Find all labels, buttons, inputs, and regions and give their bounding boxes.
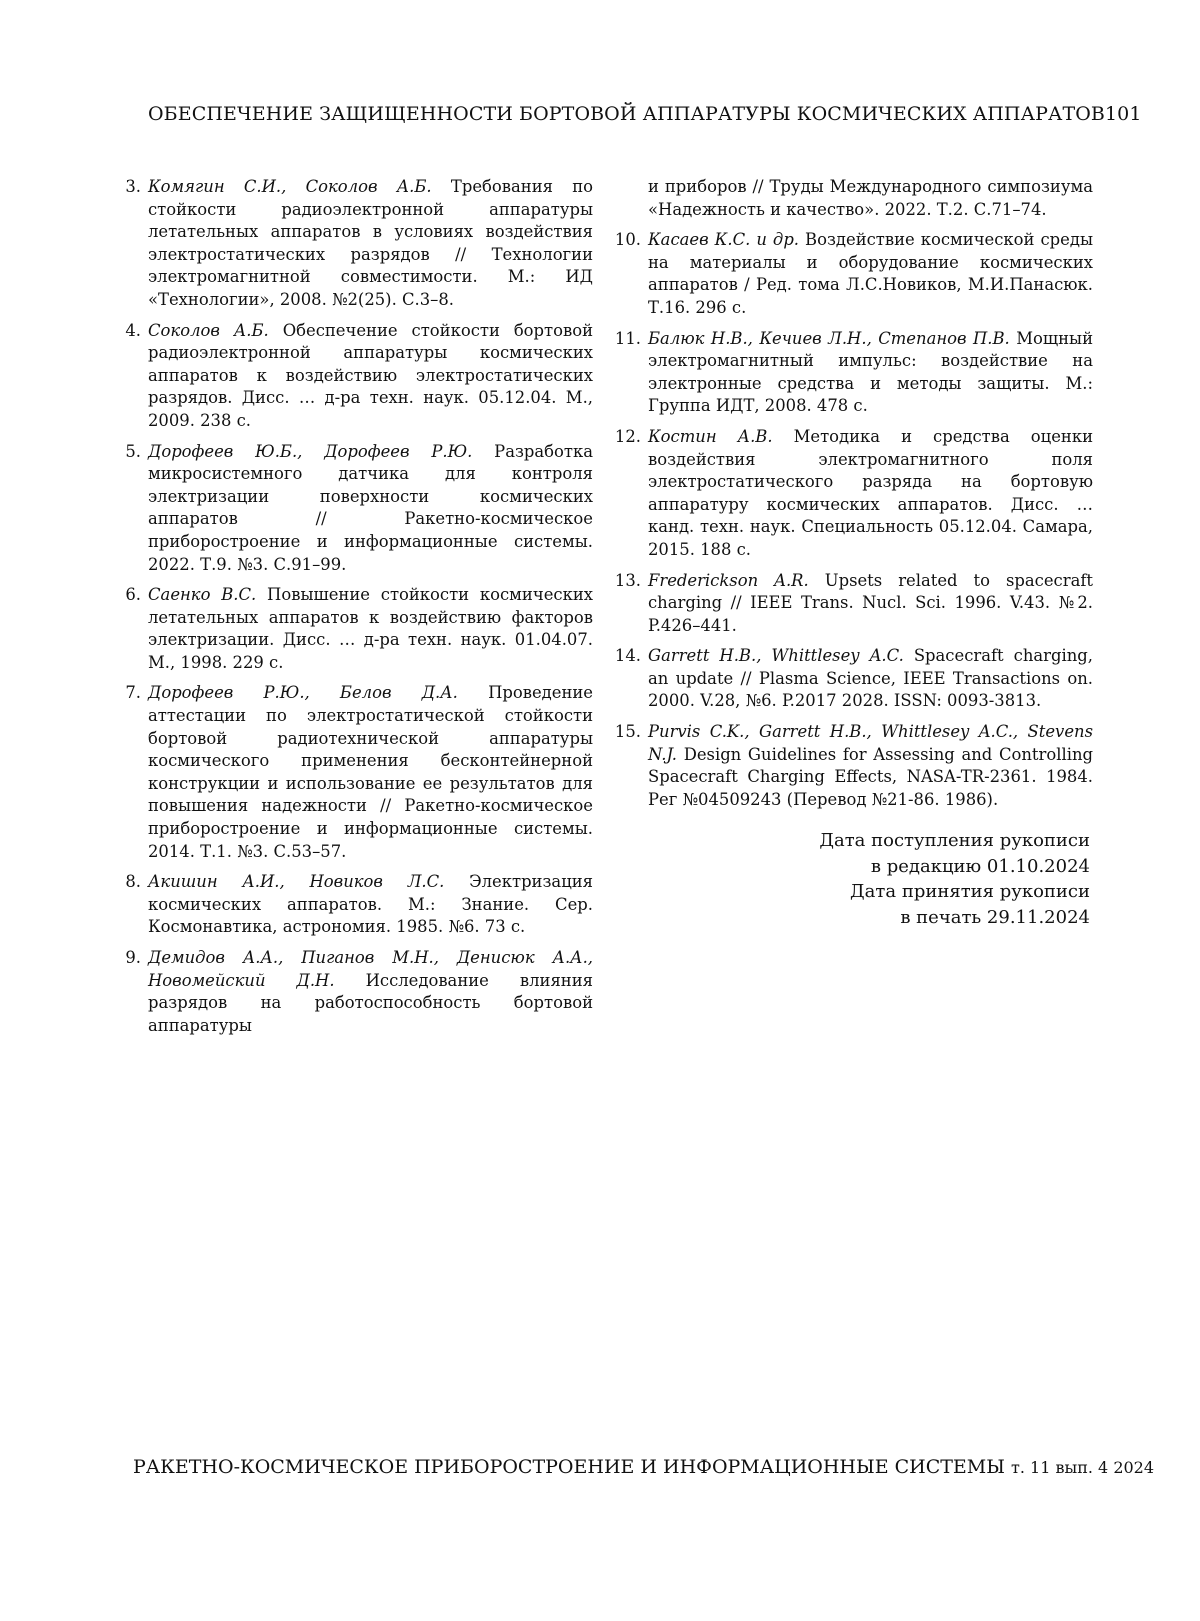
reference-number: 11. [614,328,641,348]
reference-item [614,570,1093,638]
reference-authors: Garrett H.B., Whittlesey A.C. [648,646,904,666]
reference-authors: Соколов А.Б. [148,320,269,340]
references-left-column [125,176,594,1045]
reference-item [125,441,593,577]
reference-text: Исследование влияния разрядов на работоспособность бортовой аппаратуры [148,970,594,1035]
reference-text: Воздействие космической среды на материалы и оборудование космических аппаратов / Ред. тома Л.С.Новиков, М.И.Панасюк. Т.16. 296 с. [648,230,1094,317]
reference-text: Design Guidelines for Assessing and Controlling Spacecraft Charging Effects, NASA-TR-2361. 1984. Рег №04509243 (Перевод №21-86. 1986). [648,744,1093,809]
reference-text: Разработка микросистемного датчика для контроля электризации поверхности космических аппаратов // Ракетно-космическое приборостроение и информационные системы. 2022. Т.9. №3. С.91–99. [148,441,593,574]
reference-item [614,426,1093,562]
reference-item [125,176,594,312]
reference-item [125,682,593,863]
reference-authors: Дорофеев Ю.Б., Дорофеев Р.Ю. [148,441,473,461]
reference-number: 9. [125,948,141,967]
reference-text: Методика и средства оценки воздействия электромагнитного поля электростатического разряда на бортовую аппаратуру космических аппаратов. Дисс. … канд. техн. наук. Специальность 05.12.04. Самара, 2015. 188 с. [648,426,1093,559]
manuscript-dates [819,828,1090,930]
reference-text: Повышение стойкости космических летательных аппаратов к воздействию факторов электризации. Дисс. … д-ра техн. наук. 01.04.07. М., 1998. 229 с. [148,585,593,672]
reference-number: 7. [125,683,141,703]
reference-item [125,947,594,1037]
accepted-label: Дата принятия рукописи [850,881,1090,902]
reference-item [614,721,1093,811]
reference-text: Upsets related to spacecraft charging // IEEE Trans. Nucl. Sci. 1996. V.43. №2. P.426–441. [648,570,1093,635]
reference-authors: Комягин С.И., Соколов А.Б. [148,177,432,196]
header-title: ОБЕСПЕЧЕНИЕ ЗАЩИЩЕННОСТИ БОРТОВОЙ АППАРАТУРЫ КОСМИЧЕСКИХ АППАРАТОВ [148,103,1105,125]
reference-number: 12. [614,426,641,446]
reference-number: 6. [125,585,141,605]
reference-item [125,320,593,433]
reference-authors: Балюк Н.В., Кечиев Л.Н., Степанов П.В. [648,328,1010,348]
reference-number: 8. [125,872,141,892]
reference-item [125,871,593,939]
reference-number: 4. [125,320,141,340]
reference-number: 10. [614,230,641,250]
page-number: 101 [1104,103,1142,125]
reference-text: Электризация космических аппаратов. М.: Знание. Сер. Космонавтика, астрономия. 1985. №6. 73 с. [148,872,593,937]
reference-item [125,584,593,674]
reference-number: 3. [125,177,141,196]
running-header [148,103,1142,125]
reference-number: 5. [125,441,141,461]
reference-authors: Frederickson A.R. [648,570,809,590]
accepted-date: в печать 29.11.2024 [900,906,1090,928]
reference-item [614,645,1093,713]
reference-text: Spacecraft charging, an update // Plasma Science, IEEE Transactions on. 2000. V.28, №6. P.2017 2028. ISSN: 0093-3813. [648,646,1093,711]
reference-authors: Акишин А.И., Новиков Л.С. [148,872,445,892]
reference-authors: Касаев К.С. и др. [648,230,800,250]
references-right-column [614,176,1094,819]
running-footer [133,1456,1155,1478]
reference-continuation: и приборов // Труды Международного симпозиума «Надежность и качество». 2022. Т.2. С.71–74. [648,177,1093,219]
reference-authors: Purvis C.K., Garrett H.B., Whittlesey A.C., Stevens N.J. [648,722,1093,764]
received-date: в редакцию 01.10.2024 [870,855,1090,877]
reference-text: Требования по стойкости радиоэлектронной аппаратуры летательных аппаратов в условиях воздействия электростатических разрядов // Технологии электромагнитной совместимости. М.: ИД «Технологии», 2008. №2(25). С.3–8. [148,177,594,309]
journal-issue: т. 11 вып. 4 2024 [1011,1458,1155,1477]
reference-authors: Саенко В.С. [148,585,257,605]
reference-authors: Демидов А.А., Пиганов М.Н., Денисюк А.А., Новомейский Д.Н. [148,948,593,990]
reference-number: 14. [614,646,641,666]
reference-text: Обеспечение стойкости бортовой радиоэлектронной аппаратуры космических аппаратов к воздействию электростатических разрядов. Дисс. … д-ра техн. наук. 05.12.04. М., 2009. 238 с. [148,320,593,430]
reference-number: 13. [614,570,641,590]
reference-item [614,229,1094,319]
received-label: Дата поступления рукописи [819,830,1090,851]
journal-name: РАКЕТНО-КОСМИЧЕСКОЕ ПРИБОРОСТРОЕНИЕ И ИНФОРМАЦИОННЫЕ СИСТЕМЫ [133,1456,1005,1478]
reference-authors: Дорофеев Р.Ю., Белов Д.А. [148,683,458,703]
reference-number: 15. [614,722,641,742]
reference-item [614,328,1094,418]
reference-text: Проведение аттестации по электростатической стойкости бортовой радиотехнической аппаратуры космического применения бесконтейнерной конструкции и использование ее результатов для повышения надежности // Ракетно-космическое приборостроение и информационные системы. 2014. Т.1. №3. С.53–57. [148,683,593,861]
reference-text: Мощный электромагнитный импульс: воздействие на электронные средства и методы защиты. М.: Группа ИДТ, 2008. 478 с. [648,328,1094,416]
reference-authors: Костин А.В. [648,426,773,446]
